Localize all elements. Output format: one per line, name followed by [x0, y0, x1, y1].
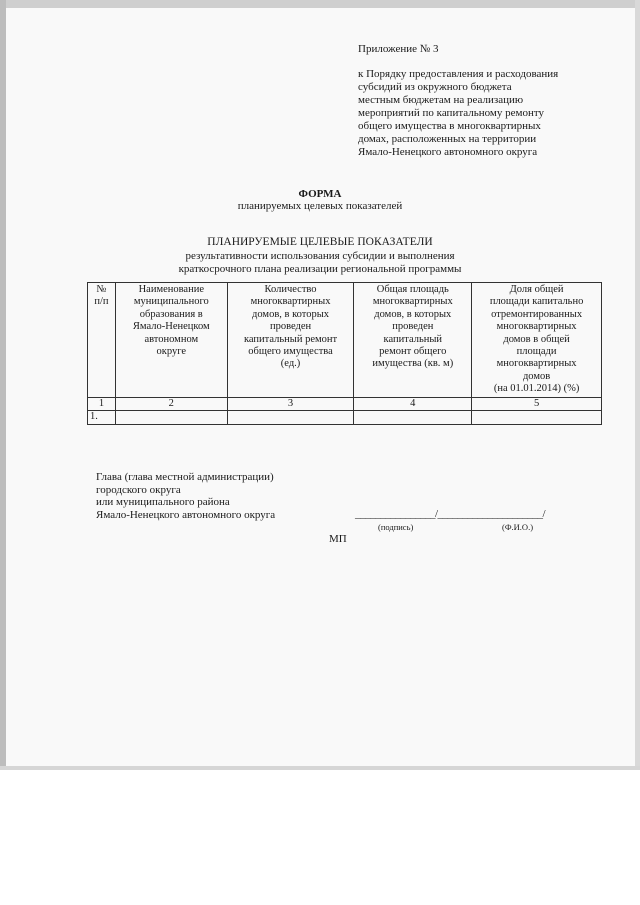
form-subheading: планируемых целевых показателей: [237, 200, 403, 212]
column-number: 4: [354, 398, 472, 411]
column-number: 3: [227, 398, 354, 411]
table-row: [88, 411, 602, 424]
column-number: 1: [88, 398, 116, 411]
signatory-line: Глава (глава местной администрации): [96, 471, 274, 483]
scan-edge-right: [635, 0, 640, 770]
appendix-title: Приложение № 3: [358, 43, 439, 55]
signatory-line: или муниципального района: [96, 496, 230, 509]
indicators-table: [87, 282, 602, 425]
table-cell: 1.: [88, 411, 116, 424]
signatory-block: [96, 471, 275, 521]
column-header-municipality: Наименование муниципального образования в Ямало-Ненецком автономном округе: [115, 283, 227, 398]
indicators-subtitle-1: результативности использования субсидии и выполнения: [185, 250, 455, 262]
column-header-total-area: Общая площадь многоквартирных домов, в которых проведен капитальный ремонт общего имущества (кв. м): [354, 283, 472, 398]
column-header-area-share: Доля общей площади капитально отремонтированных многоквартирных домов в общей площади многоквартирных домов (на 01.01.2014) (%): [472, 283, 602, 398]
column-number: 2: [115, 398, 227, 411]
scan-edge-bottom: [0, 766, 640, 770]
signatory-line: Ямало-Ненецкого автономного округа: [96, 508, 276, 521]
column-header-house-count: Количество многоквартирных домов, в которых проведен капитальный ремонт общего имущества (ед.): [227, 283, 354, 398]
column-number: 5: [472, 398, 602, 411]
signature-fill-lines: ________________/_____________________/: [355, 508, 546, 520]
appendix-line: субсидий из окружного бюджета: [358, 81, 512, 93]
appendix-line: общего имущества в многоквартирных: [358, 120, 541, 132]
appendix-block: [358, 43, 558, 159]
signatory-line: городского округа: [96, 483, 181, 496]
indicators-subtitle-2: краткосрочного плана реализации региональной программы: [178, 263, 462, 275]
column-header-number: № п/п: [88, 283, 116, 398]
column-number-row: [88, 398, 602, 411]
table-cell: [115, 411, 227, 424]
indicators-title: ПЛАНИРУЕМЫЕ ЦЕЛЕВЫЕ ПОКАЗАТЕЛИ: [207, 236, 433, 248]
appendix-line: мероприятий по капитальному ремонту: [358, 107, 545, 119]
scan-edge-left: [0, 0, 6, 770]
table-cell: [227, 411, 354, 424]
scan-edge-top: [0, 0, 640, 8]
table-cell: [354, 411, 472, 424]
table-cell: [472, 411, 602, 424]
stamp-place: МП: [329, 533, 347, 545]
signature-caption: (подпись): [378, 522, 414, 532]
appendix-line: местным бюджетам на реализацию: [358, 94, 524, 106]
appendix-line: домах, расположенных на территории: [358, 133, 537, 145]
name-caption: (Ф.И.О.): [502, 522, 534, 532]
appendix-line: к Порядку предоставления и расходования: [358, 68, 559, 80]
appendix-line: Ямало-Ненецкого автономного округа: [358, 146, 538, 158]
form-heading: ФОРМА: [298, 188, 342, 200]
table-header-row: [88, 283, 602, 398]
